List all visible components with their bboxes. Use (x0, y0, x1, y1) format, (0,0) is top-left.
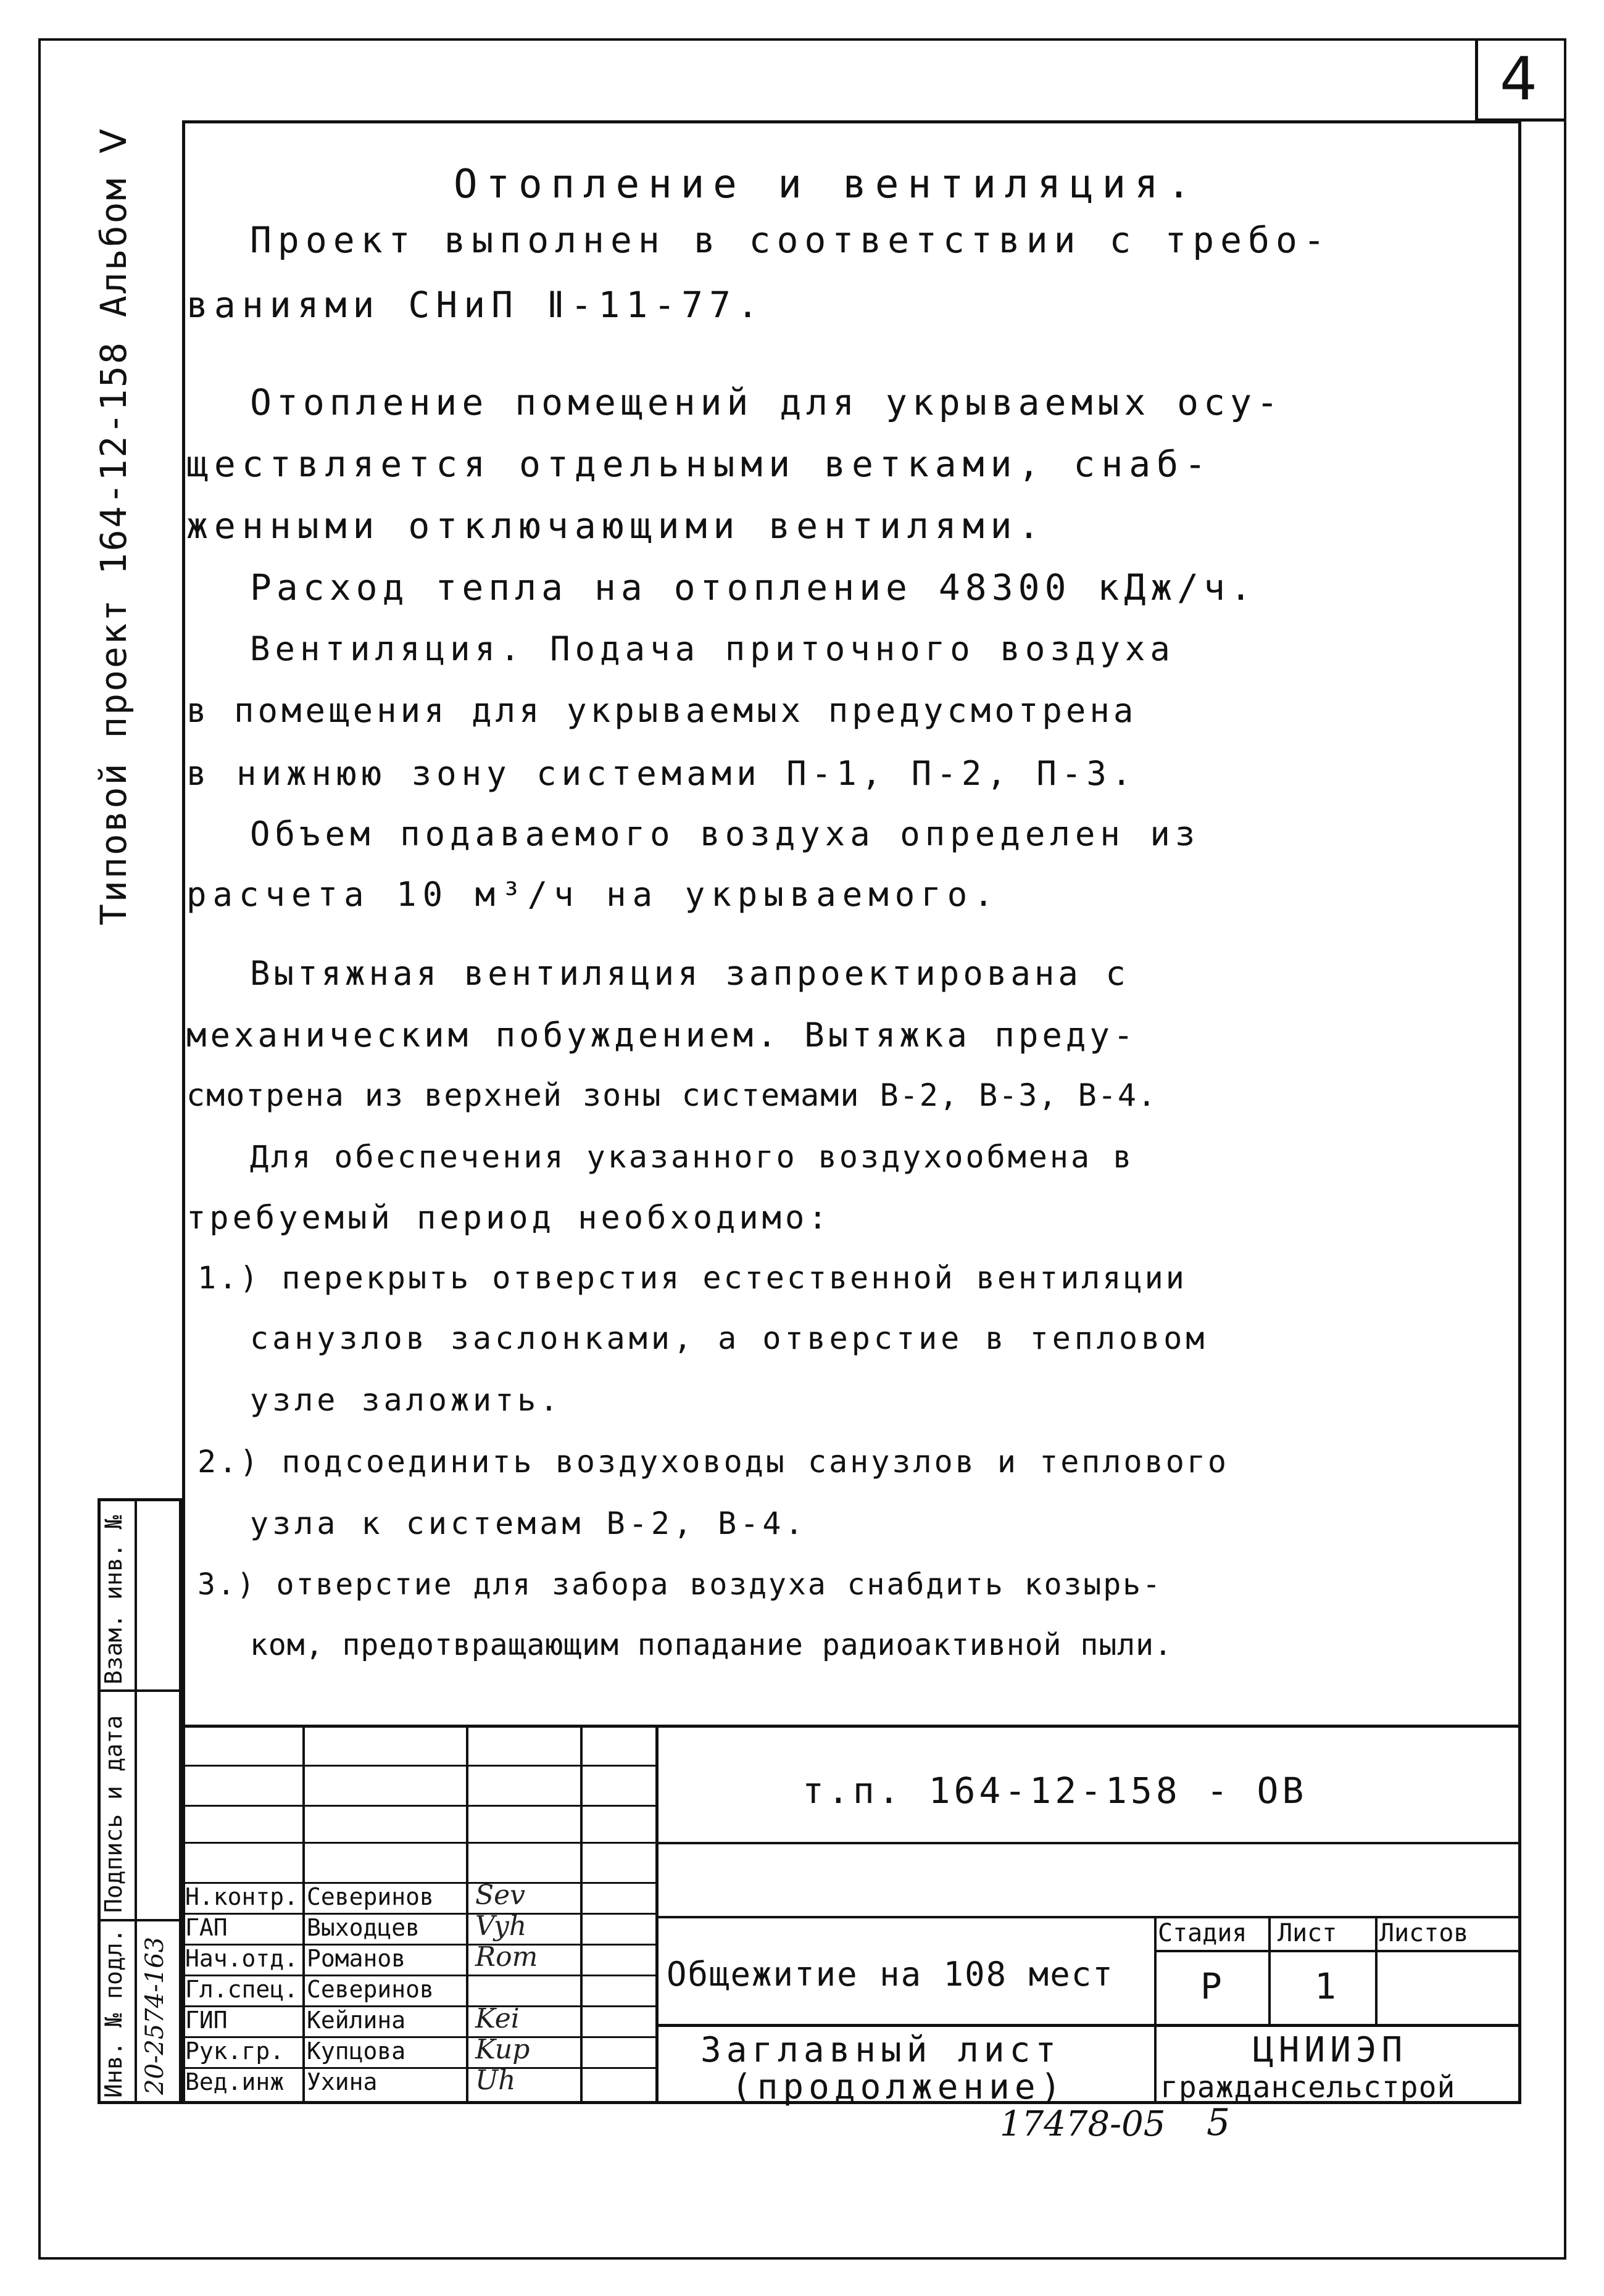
stamp-inv-number: 20-2574-163 (141, 1936, 169, 2095)
body-line: 1.) перекрыть отверстия естественной вентиляции (197, 1260, 1187, 1296)
signature: Kup (475, 2034, 530, 2065)
body-line: требуемый период необходимо: (186, 1200, 831, 1237)
side-project-text: Типовой проект 164-12-158 Альбом Ⅴ (93, 126, 135, 926)
body-line: Для обеспечения указанного воздухообмена в (250, 1139, 1134, 1175)
designation: т.п. 164-12-158 - ОВ (802, 1770, 1308, 1812)
signatory-role: Рук.гр. (185, 2037, 285, 2065)
footer-number: 17478-05 (1000, 2104, 1166, 2144)
body-line: узла к системам В-2, В-4. (250, 1506, 807, 1541)
signatory-role: ГИП (185, 2007, 228, 2034)
stage-value: Р (1200, 1965, 1222, 2007)
title-block-top (182, 1725, 1521, 1728)
body-line: в помещения для укрываемых предусмотрена (186, 691, 1137, 730)
body-line: в нижнюю зону системами П-1, П-2, П-3. (186, 754, 1137, 793)
body-line: Вытяжная вентиляция запроектирована с (250, 954, 1129, 993)
signatory-name: Кейлина (307, 2007, 406, 2034)
signature: Uh (475, 2065, 516, 2096)
stamp-vzam-inv: Взам. инв. № (100, 1515, 127, 1685)
object-name: Общежитие на 108 мест (667, 1955, 1114, 1994)
body-line: санузлов заслонками, а отверстие в тепловом (250, 1320, 1208, 1356)
signatory-name: Купцова (307, 2037, 406, 2065)
signatory-name: Северинов (307, 1883, 434, 1910)
signature: Vyh (475, 1910, 527, 1942)
signatory-role: Вед.инж (185, 2068, 285, 2095)
body-line: расчета 10 м³/ч на укрываемого. (186, 875, 1000, 914)
body-line: ваниями СНиП Ⅱ-11-77. (186, 284, 765, 326)
body-line: Объем подаваемого воздуха определен из (250, 814, 1200, 853)
body-line: ществляется отдельными ветками, снаб- (186, 443, 1213, 485)
col-sheets: Листов (1379, 1919, 1469, 1947)
signature: Sev (475, 1879, 526, 1911)
body-line: смотрена из верхней зоны системами В-2, В-3, В-4. (186, 1077, 1158, 1113)
signatory-role: Гл.спец. (185, 1976, 299, 2003)
body-line: Отопление помещений для укрываемых осу- (250, 381, 1283, 423)
body-line: 3.) отверстие для забора воздуха снабдить козырь- (197, 1567, 1163, 1602)
signatory-role: ГАП (185, 1914, 228, 1941)
body-line: узле заложить. (250, 1382, 562, 1418)
organization-line1: ЦНИИЭП (1253, 2030, 1408, 2070)
body-line: Расход тепла на отопление 48300 кДж/ч. (250, 566, 1257, 608)
body-line: Вентиляция. Подача приточного воздуха (250, 629, 1175, 668)
body-line: женными отключающими вентилями. (186, 505, 1046, 547)
col-sheet: Лист (1278, 1919, 1337, 1947)
sheet-number: 4 (1500, 44, 1538, 114)
footer-page: 5 (1207, 2101, 1231, 2144)
signatory-role: Н.контр. (185, 1883, 299, 1910)
signatory-role: Нач.отд. (185, 1945, 299, 1972)
signatory-name: Романов (307, 1945, 406, 1972)
sheet-title-line1: Заглавный лист (700, 2030, 1062, 2070)
signature: Kei (475, 2003, 520, 2034)
col-stage: Стадия (1158, 1919, 1247, 1947)
body-line: 2.) подсоединить воздуховоды санузлов и теплового (197, 1444, 1229, 1480)
sheet-value: 1 (1315, 1965, 1336, 2007)
signatory-name: Ухина (307, 2068, 378, 2095)
signatory-name: Северинов (307, 1976, 434, 2003)
body-line: Проект выполнен в соответствии с требо- (250, 219, 1331, 261)
body-line: ком, предотвращающим попадание радиоактивной пыли. (250, 1628, 1173, 1662)
stamp-podpis-data: Подпись и дата (100, 1715, 127, 1913)
body-line: механическим побуждением. Вытяжка преду- (186, 1016, 1137, 1055)
stamp-inv-podl: Инв. № подл. (100, 1928, 127, 2098)
sheet-title-line2: (продолжение) (731, 2067, 1066, 2107)
body-title: Отопление и вентиляция. (454, 162, 1200, 207)
organization-line2: граждансельстрой (1160, 2070, 1456, 2105)
signature: Rom (475, 1941, 538, 1973)
signatory-name: Выходцев (307, 1914, 420, 1941)
